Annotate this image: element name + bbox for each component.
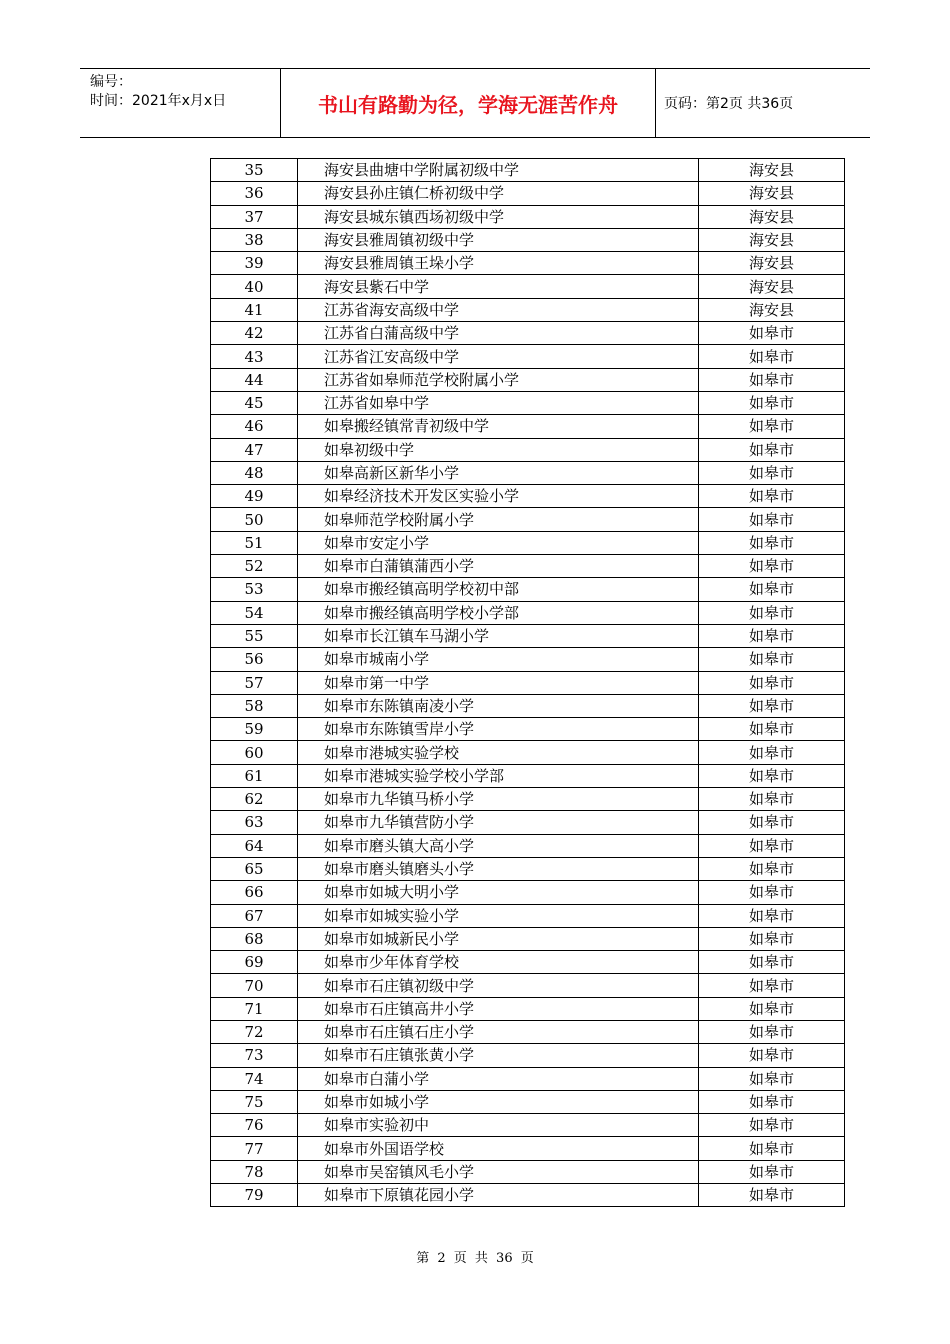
table-row <box>211 205 845 228</box>
school-name: 如皋市长江镇车马湖小学 <box>298 624 699 647</box>
school-name: 海安县雅周镇王垛小学 <box>298 252 699 275</box>
region-name: 如皋市 <box>699 461 845 484</box>
region-name: 如皋市 <box>699 997 845 1020</box>
school-name: 如皋市安定小学 <box>298 531 699 554</box>
school-name: 如皋市东陈镇南凌小学 <box>298 694 699 717</box>
region-name: 如皋市 <box>699 1137 845 1160</box>
school-name: 如皋市东陈镇雪岸小学 <box>298 718 699 741</box>
table-row <box>211 298 845 321</box>
row-number: 39 <box>211 252 298 275</box>
row-number: 51 <box>211 531 298 554</box>
row-number: 37 <box>211 205 298 228</box>
table-row <box>211 252 845 275</box>
table-row <box>211 694 845 717</box>
region-name: 如皋市 <box>699 974 845 997</box>
school-name: 如皋市石庄镇张黄小学 <box>298 1044 699 1067</box>
school-name: 如皋市白蒲小学 <box>298 1067 699 1090</box>
school-name: 如皋市下原镇花园小学 <box>298 1184 699 1207</box>
region-name: 如皋市 <box>699 927 845 950</box>
region-name: 如皋市 <box>699 718 845 741</box>
table-row <box>211 1160 845 1183</box>
school-name: 如皋初级中学 <box>298 438 699 461</box>
region-name: 如皋市 <box>699 834 845 857</box>
table-row <box>211 1137 845 1160</box>
table-row <box>211 834 845 857</box>
region-name: 如皋市 <box>699 951 845 974</box>
school-name: 如皋师范学校附属小学 <box>298 508 699 531</box>
school-name: 如皋市如城大明小学 <box>298 881 699 904</box>
school-name: 海安县孙庄镇仁桥初级中学 <box>298 182 699 205</box>
table-row <box>211 1090 845 1113</box>
school-table-body <box>211 159 845 1207</box>
table-row <box>211 904 845 927</box>
school-name: 如皋市少年体育学校 <box>298 951 699 974</box>
region-name: 海安县 <box>699 159 845 182</box>
region-name: 如皋市 <box>699 531 845 554</box>
region-name: 如皋市 <box>699 555 845 578</box>
row-number: 42 <box>211 322 298 345</box>
region-name: 如皋市 <box>699 601 845 624</box>
school-name: 如皋市如城小学 <box>298 1090 699 1113</box>
table-row <box>211 951 845 974</box>
table-row <box>211 508 845 531</box>
row-number: 58 <box>211 694 298 717</box>
table-row <box>211 857 845 880</box>
row-number: 78 <box>211 1160 298 1183</box>
school-name: 如皋市磨头镇磨头小学 <box>298 857 699 880</box>
row-number: 74 <box>211 1067 298 1090</box>
region-name: 海安县 <box>699 298 845 321</box>
table-row <box>211 578 845 601</box>
region-name: 如皋市 <box>699 648 845 671</box>
row-number: 62 <box>211 788 298 811</box>
region-name: 如皋市 <box>699 345 845 368</box>
region-name: 海安县 <box>699 275 845 298</box>
row-number: 44 <box>211 368 298 391</box>
region-name: 如皋市 <box>699 857 845 880</box>
school-name: 如皋市九华镇马桥小学 <box>298 788 699 811</box>
school-name: 如皋市第一中学 <box>298 671 699 694</box>
region-name: 如皋市 <box>699 391 845 414</box>
region-name: 如皋市 <box>699 788 845 811</box>
school-name: 如皋市港城实验学校小学部 <box>298 764 699 787</box>
school-name: 如皋市如城新民小学 <box>298 927 699 950</box>
school-name: 如皋市吴窑镇风毛小学 <box>298 1160 699 1183</box>
table-row <box>211 485 845 508</box>
table-row <box>211 438 845 461</box>
row-number: 50 <box>211 508 298 531</box>
table-row <box>211 764 845 787</box>
row-number: 72 <box>211 1020 298 1043</box>
school-table <box>210 158 845 1207</box>
row-number: 48 <box>211 461 298 484</box>
region-name: 如皋市 <box>699 1067 845 1090</box>
row-number: 53 <box>211 578 298 601</box>
table-row <box>211 182 845 205</box>
row-number: 75 <box>211 1090 298 1113</box>
table-row <box>211 415 845 438</box>
row-number: 65 <box>211 857 298 880</box>
table-row <box>211 275 845 298</box>
table-row <box>211 159 845 182</box>
school-name: 江苏省海安高级中学 <box>298 298 699 321</box>
school-name: 江苏省白蒲高级中学 <box>298 322 699 345</box>
school-name: 如皋市石庄镇高井小学 <box>298 997 699 1020</box>
region-name: 海安县 <box>699 205 845 228</box>
time-label: 时间：2021年x月x日 <box>90 93 227 109</box>
school-name: 海安县紫石中学 <box>298 275 699 298</box>
region-name: 如皋市 <box>699 438 845 461</box>
region-name: 如皋市 <box>699 1020 845 1043</box>
table-row <box>211 671 845 694</box>
table-row <box>211 718 845 741</box>
row-number: 47 <box>211 438 298 461</box>
region-name: 如皋市 <box>699 1160 845 1183</box>
table-row <box>211 1067 845 1090</box>
header-meta <box>80 69 281 137</box>
table-row <box>211 555 845 578</box>
region-name: 如皋市 <box>699 368 845 391</box>
table-row <box>211 601 845 624</box>
row-number: 45 <box>211 391 298 414</box>
table-row <box>211 1044 845 1067</box>
school-name: 海安县雅周镇初级中学 <box>298 228 699 251</box>
table-row <box>211 741 845 764</box>
table-row <box>211 1114 845 1137</box>
header-page-info: 页码：第2页 共36页 <box>664 96 794 112</box>
region-name: 如皋市 <box>699 485 845 508</box>
row-number: 57 <box>211 671 298 694</box>
region-name: 如皋市 <box>699 764 845 787</box>
school-name: 如皋市磨头镇大高小学 <box>298 834 699 857</box>
region-name: 海安县 <box>699 182 845 205</box>
region-name: 如皋市 <box>699 1090 845 1113</box>
school-name: 如皋市如城实验小学 <box>298 904 699 927</box>
number-label: 编号： <box>90 74 132 90</box>
table-row <box>211 531 845 554</box>
row-number: 59 <box>211 718 298 741</box>
row-number: 76 <box>211 1114 298 1137</box>
row-number: 40 <box>211 275 298 298</box>
region-name: 如皋市 <box>699 881 845 904</box>
school-name: 如皋市外国语学校 <box>298 1137 699 1160</box>
row-number: 66 <box>211 881 298 904</box>
row-number: 35 <box>211 159 298 182</box>
school-name: 海安县城东镇西场初级中学 <box>298 205 699 228</box>
region-name: 如皋市 <box>699 811 845 834</box>
row-number: 41 <box>211 298 298 321</box>
page-footer: 第 2 页 共 36 页 <box>416 1251 534 1266</box>
school-name: 如皋市石庄镇石庄小学 <box>298 1020 699 1043</box>
table-row <box>211 881 845 904</box>
school-name: 海安县曲塘中学附属初级中学 <box>298 159 699 182</box>
school-name: 江苏省江安高级中学 <box>298 345 699 368</box>
region-name: 海安县 <box>699 228 845 251</box>
region-name: 如皋市 <box>699 415 845 438</box>
row-number: 68 <box>211 927 298 950</box>
header-motto: 书山有路勤为径，学海无涯苦作舟 <box>281 69 656 137</box>
school-name: 如皋市搬经镇高明学校初中部 <box>298 578 699 601</box>
region-name: 如皋市 <box>699 694 845 717</box>
row-number: 61 <box>211 764 298 787</box>
row-number: 49 <box>211 485 298 508</box>
table-row <box>211 927 845 950</box>
table-row <box>211 648 845 671</box>
row-number: 36 <box>211 182 298 205</box>
region-name: 如皋市 <box>699 578 845 601</box>
table-row <box>211 461 845 484</box>
row-number: 52 <box>211 555 298 578</box>
row-number: 63 <box>211 811 298 834</box>
school-name: 江苏省如皋中学 <box>298 391 699 414</box>
table-row <box>211 788 845 811</box>
table-row <box>211 997 845 1020</box>
row-number: 46 <box>211 415 298 438</box>
region-name: 如皋市 <box>699 1184 845 1207</box>
table-row <box>211 811 845 834</box>
school-name: 如皋市白蒲镇蒲西小学 <box>298 555 699 578</box>
school-name: 如皋高新区新华小学 <box>298 461 699 484</box>
row-number: 38 <box>211 228 298 251</box>
row-number: 55 <box>211 624 298 647</box>
row-number: 64 <box>211 834 298 857</box>
row-number: 43 <box>211 345 298 368</box>
region-name: 海安县 <box>699 252 845 275</box>
school-name: 如皋市九华镇营防小学 <box>298 811 699 834</box>
region-name: 如皋市 <box>699 1044 845 1067</box>
school-name: 江苏省如皋师范学校附属小学 <box>298 368 699 391</box>
row-number: 70 <box>211 974 298 997</box>
page-header <box>80 68 870 138</box>
region-name: 如皋市 <box>699 322 845 345</box>
table-row <box>211 322 845 345</box>
row-number: 60 <box>211 741 298 764</box>
table-row <box>211 391 845 414</box>
school-name: 如皋市实验初中 <box>298 1114 699 1137</box>
row-number: 54 <box>211 601 298 624</box>
row-number: 73 <box>211 1044 298 1067</box>
region-name: 如皋市 <box>699 904 845 927</box>
table-row <box>211 624 845 647</box>
school-name: 如皋市石庄镇初级中学 <box>298 974 699 997</box>
region-name: 如皋市 <box>699 1114 845 1137</box>
region-name: 如皋市 <box>699 741 845 764</box>
row-number: 69 <box>211 951 298 974</box>
row-number: 71 <box>211 997 298 1020</box>
school-name: 如皋市城南小学 <box>298 648 699 671</box>
school-name: 如皋搬经镇常青初级中学 <box>298 415 699 438</box>
region-name: 如皋市 <box>699 671 845 694</box>
school-name: 如皋市港城实验学校 <box>298 741 699 764</box>
row-number: 79 <box>211 1184 298 1207</box>
region-name: 如皋市 <box>699 508 845 531</box>
table-row <box>211 974 845 997</box>
table-row <box>211 1020 845 1043</box>
school-name: 如皋经济技术开发区实验小学 <box>298 485 699 508</box>
table-row <box>211 345 845 368</box>
region-name: 如皋市 <box>699 624 845 647</box>
row-number: 67 <box>211 904 298 927</box>
row-number: 56 <box>211 648 298 671</box>
table-row <box>211 368 845 391</box>
table-row <box>211 1184 845 1207</box>
table-row <box>211 228 845 251</box>
school-name: 如皋市搬经镇高明学校小学部 <box>298 601 699 624</box>
row-number: 77 <box>211 1137 298 1160</box>
